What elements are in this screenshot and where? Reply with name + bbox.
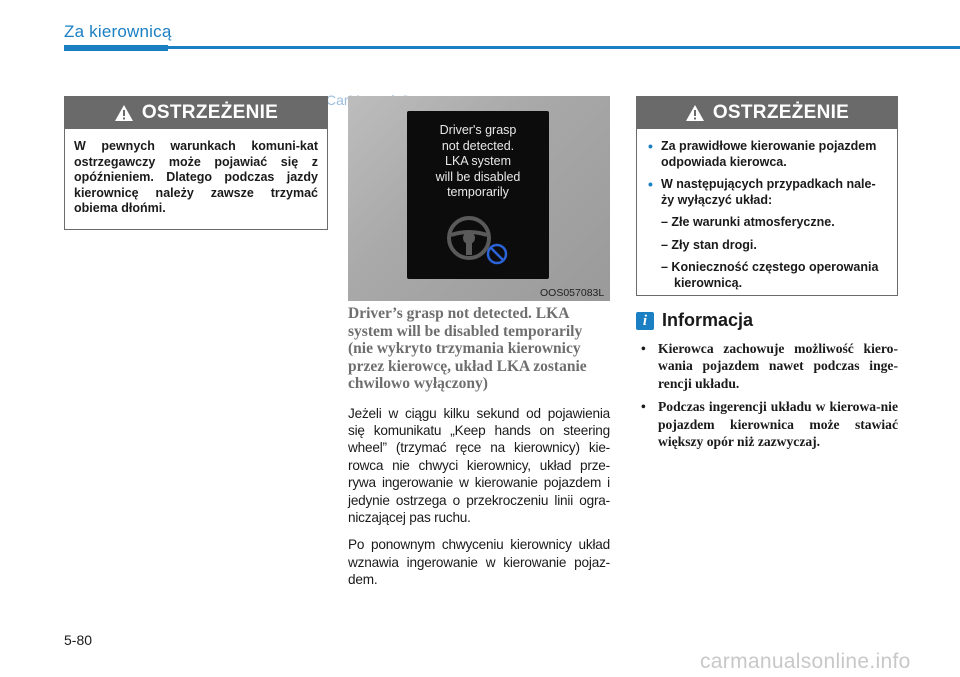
- warning-heading: OSTRZEŻENIE: [712, 102, 850, 123]
- cluster-message-line: temporarily: [447, 185, 509, 199]
- warning-text: W pewnych warunkach komuni-kat ostrzegawczy może pojawiać się z opóźnieniem. Dlatego podczas jazdy kierownicę należy zawsze trzymać obiema dłońmi.: [74, 139, 318, 215]
- cluster-message-line: LKA system: [445, 154, 511, 168]
- page-number: 5-80: [64, 632, 93, 648]
- section-title: Driver’s grasp not detected. LKA system will be disabled temporarily (nie wykryto trzymania kierownicy przez kierowcę, układ LKA zostanie chwilowo wyłączony): [348, 305, 587, 392]
- cluster-message-line: Driver's grasp: [439, 123, 517, 137]
- watermark-bottom: carmanualsonline.info: [700, 650, 911, 673]
- warning-triangle-icon: [114, 104, 134, 122]
- warning-sub-item: – Konieczność częstego operowania kierownicą.: [661, 260, 879, 290]
- warning-bullet: • Za prawidłowe kierowanie pojazdem odpowiada kierowca.: [646, 139, 888, 170]
- info-heading: [636, 310, 753, 331]
- warning-header: [637, 97, 897, 129]
- warning-content: [637, 129, 897, 307]
- section-header-title: Za kierownicą: [64, 22, 172, 41]
- warning-header: [65, 97, 327, 129]
- warning-list: [646, 139, 888, 291]
- info-icon: i: [636, 312, 654, 330]
- steering-wheel-disabled-icon: [407, 111, 549, 279]
- section-content: [348, 305, 610, 599]
- cluster-message-image: [348, 96, 610, 301]
- warning-bullet: • W następujących przypadkach nale-ży wyłączyć układ:: [646, 177, 888, 208]
- warning-sub-item: – Zły stan drogi.: [661, 237, 757, 252]
- cluster-display: [407, 111, 549, 279]
- cluster-message-line: not detected.: [441, 138, 515, 153]
- cluster-message-line: will be disabled: [435, 169, 521, 184]
- warning-box-right: [636, 96, 898, 296]
- info-list: [636, 340, 898, 456]
- warning-sub-item: – Złe warunki atmosferyczne.: [661, 215, 835, 229]
- info-title: Informacja: [662, 310, 754, 330]
- warning-box-left: [64, 96, 328, 230]
- figure-code: OOS057083L: [540, 287, 605, 299]
- warning-heading: OSTRZEŻENIE: [141, 102, 279, 123]
- paragraph: Jeżeli w ciągu kilku sekund od pojawienia się komunikatu „Keep hands on steering wheel” (trzymać ręce na kierownicy) kie-rowca nie chwyci kierownicy, układ prze-rywa ingerowanie w kierowanie pojazdem i jedynie ostrzega o przekroczeniu linii ogra-niczającej pas ruchu.: [348, 405, 610, 525]
- info-item: • Podczas ingerencji układu w kierowa-nie pojazdem kierownica może stawiać większy opór niż zazwyczaj.: [636, 398, 898, 450]
- paragraph: Po ponownym chwyceniu kierownicy układ wznawia ingerowanie w kierowanie pojaz-dem.: [348, 537, 610, 588]
- info-item: • Kierowca zachowuje możliwość kiero-wania pojazdem nawet podczas inge-rencji układu.: [636, 340, 898, 392]
- header-divider-accent: [64, 45, 168, 51]
- header-divider: [64, 46, 960, 49]
- warning-triangle-icon: [685, 104, 705, 122]
